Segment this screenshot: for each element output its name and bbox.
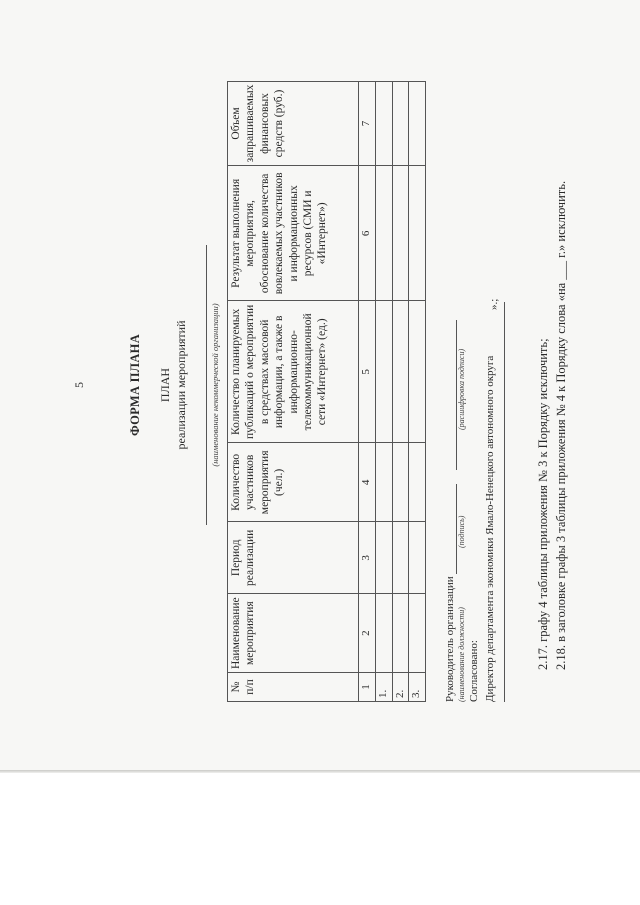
empty-cell <box>375 594 392 673</box>
row-number: 1. <box>375 673 392 702</box>
table-row <box>392 81 409 701</box>
row-number: 2. <box>392 673 409 702</box>
empty-cell <box>375 166 392 301</box>
empty-cell <box>392 443 409 522</box>
page-number: 5 <box>72 382 86 388</box>
form-title: ФОРМА ПЛАНА <box>128 333 142 437</box>
empty-cell <box>409 594 426 673</box>
org-name-caption: (наименование некоммерческой организации) <box>210 303 220 467</box>
decoding-caption: (расшифровка подписи) <box>457 348 466 430</box>
column-number: 7 <box>359 81 376 166</box>
position-caption: (наименование должности) <box>457 607 466 702</box>
header-funds: Объем запрашиваемых финансовых средств (руб.) <box>228 81 359 166</box>
header-period: Период реализации <box>228 522 359 594</box>
empty-cell <box>375 522 392 594</box>
header-publications: Количество планируемых публикаций о мероприятии в средствах массовой информации, а также в информационно-телекоммуникационной сети «Интернет» (ед.) <box>228 301 359 443</box>
empty-cell <box>409 443 426 522</box>
header-event-name: Наименование мероприятия <box>228 594 359 673</box>
table-row <box>375 81 392 701</box>
column-number: 4 <box>359 443 376 522</box>
column-numbers-row <box>359 81 376 701</box>
empty-cell <box>392 81 409 166</box>
column-number: 5 <box>359 301 376 443</box>
column-number: 2 <box>359 594 376 673</box>
agreed-label: Согласовано: <box>468 640 480 702</box>
plan-table <box>227 81 426 702</box>
director-label: Директор департамента экономики Ямало-Ненецкого автономного округа <box>484 355 496 702</box>
empty-cell <box>409 81 426 166</box>
header-number: № п/п <box>228 673 359 702</box>
empty-cell <box>392 522 409 594</box>
empty-cell <box>392 166 409 301</box>
empty-cell <box>392 301 409 443</box>
column-number: 3 <box>359 522 376 594</box>
plan-title: ПЛАН <box>158 367 172 403</box>
row-number: 3. <box>409 673 426 702</box>
header-result: Результат выполнения мероприятия, обоснование количества вовлекаемых участников и информационных ресурсов (СМИ и «Интернет») <box>228 166 359 301</box>
item-2-18: 2.18. в заголовке графы 3 таблицы приложения № 4 к Порядку слова «на ___ г.» исключить. <box>554 180 568 670</box>
empty-cell <box>375 301 392 443</box>
empty-cell <box>409 166 426 301</box>
column-number: 1 <box>359 673 376 702</box>
header-participants: Количество участников мероприятия (чел.) <box>228 443 359 522</box>
signature-caption: (подпись) <box>457 515 466 548</box>
item-2-17: 2.17. графу 4 таблицы приложения № 3 к Порядку исключить; <box>536 338 550 670</box>
director-signature-line <box>504 302 505 702</box>
column-number: 6 <box>359 166 376 301</box>
scan-edge <box>0 770 640 773</box>
empty-cell <box>375 81 392 166</box>
table-row <box>409 81 426 701</box>
table-header-row <box>228 81 359 701</box>
empty-cell <box>409 522 426 594</box>
empty-cell <box>375 443 392 522</box>
closing-mark: ».; <box>488 298 500 310</box>
plan-subtitle: реализации мероприятий <box>174 320 188 450</box>
empty-cell <box>392 594 409 673</box>
empty-cell <box>409 301 426 443</box>
org-name-line <box>206 245 207 525</box>
head-label: Руководитель организации <box>444 576 456 702</box>
